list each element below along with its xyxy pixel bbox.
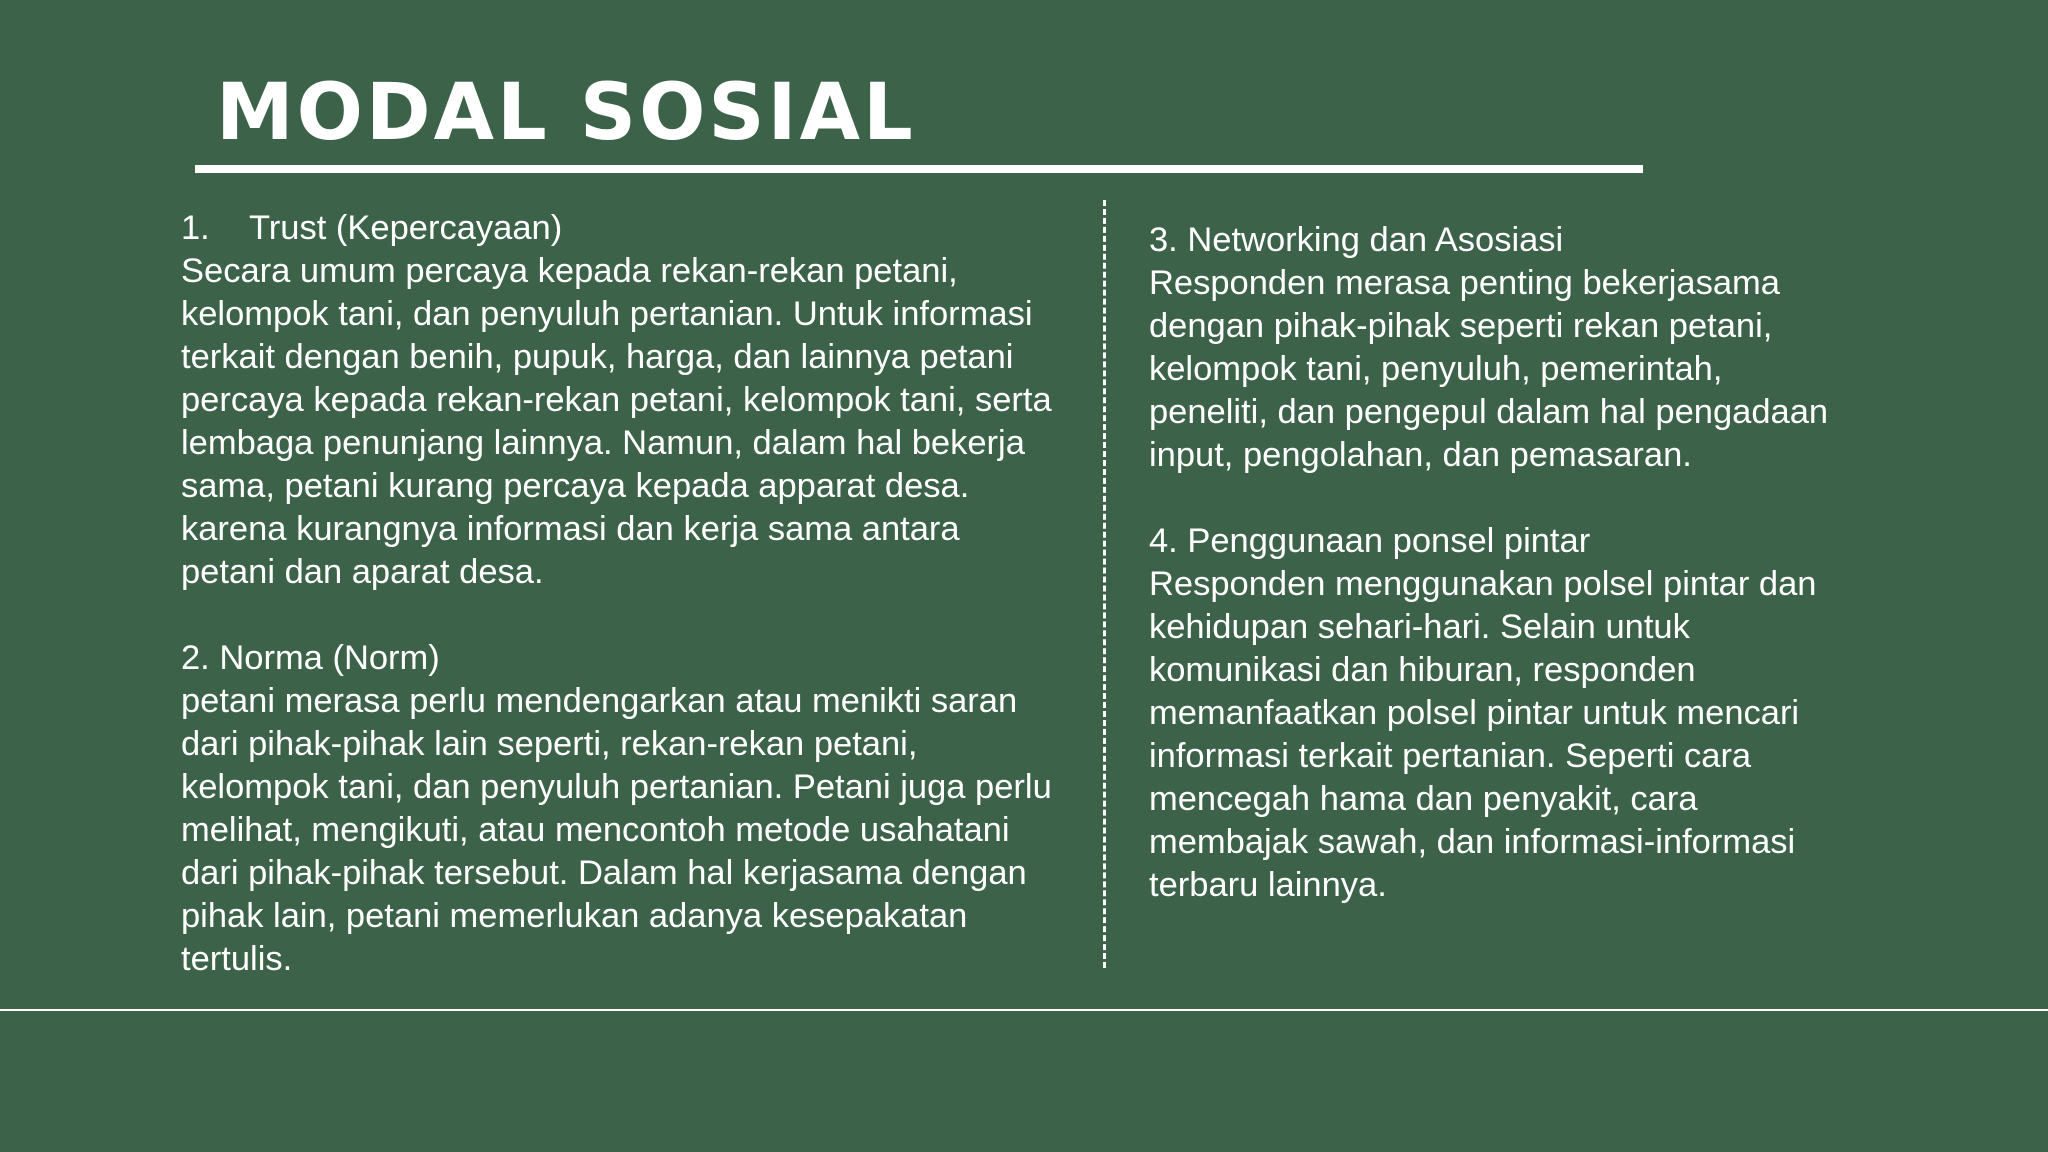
section-heading: 4. Penggunaan ponsel pintar bbox=[1149, 522, 1591, 560]
bottom-rule bbox=[0, 1009, 2048, 1011]
section-heading: 2. Norma (Norm) bbox=[181, 639, 440, 677]
section-heading bbox=[181, 207, 1093, 250]
title-underline bbox=[195, 165, 1643, 173]
section-trust bbox=[181, 207, 1093, 594]
section-body: Secara umum percaya kepada rekan-rekan petani, kelompok tani, dan penyuluh pertanian. Untuk informasi terkait dengan benih, pupuk, harga, dan lainnya petani percaya kepada rekan-rekan petani, kelompok tani, serta lembaga penunjang lainnya. Namun, dalam hal bekerja sama, petani kurang percaya kepada apparat desa. karena kurangnya informasi dan kerja sama antara petani dan aparat desa. bbox=[181, 252, 1052, 591]
section-heading: 3. Networking dan Asosiasi bbox=[1149, 221, 1564, 259]
section-norma bbox=[181, 637, 1093, 981]
slide-title: MODAL SOSIAL bbox=[216, 68, 916, 158]
column-divider bbox=[1103, 200, 1106, 968]
section-body: Responden menggunakan polsel pintar dan kehidupan sehari-hari. Selain untuk komunikasi dan hiburan, responden memanfaatkan polsel pintar untuk mencari informasi terkait pertanian. Seperti cara mencegah hama dan penyakit, cara membajak sawah, dan informasi-informasi terbaru lainnya. bbox=[1149, 565, 1817, 904]
section-networking bbox=[1149, 219, 1889, 477]
right-column bbox=[1149, 219, 1889, 907]
section-ponsel bbox=[1149, 520, 1889, 907]
section-body: Responden merasa penting bekerjasama dengan pihak-pihak seperti rekan petani, kelompok tani, penyuluh, pemerintah, peneliti, dan pengepul dalam hal pengadaan input, pengolahan, dan pemasaran. bbox=[1149, 264, 1829, 474]
left-column bbox=[181, 207, 1093, 981]
section-number: 1. bbox=[181, 209, 210, 247]
section-body: petani merasa perlu mendengarkan atau menikti saran dari pihak-pihak lain seperti, rekan-rekan petani, kelompok tani, dan penyuluh pertanian. Petani juga perlu melihat, mengikuti, atau mencontoh metode usahatani dari pihak-pihak tersebut. Dalam hal kerjasama dengan pihak lain, petani memerlukan adanya kesepakatan tertulis. bbox=[181, 682, 1052, 978]
section-heading-text: Trust (Kepercayaan) bbox=[249, 209, 563, 247]
